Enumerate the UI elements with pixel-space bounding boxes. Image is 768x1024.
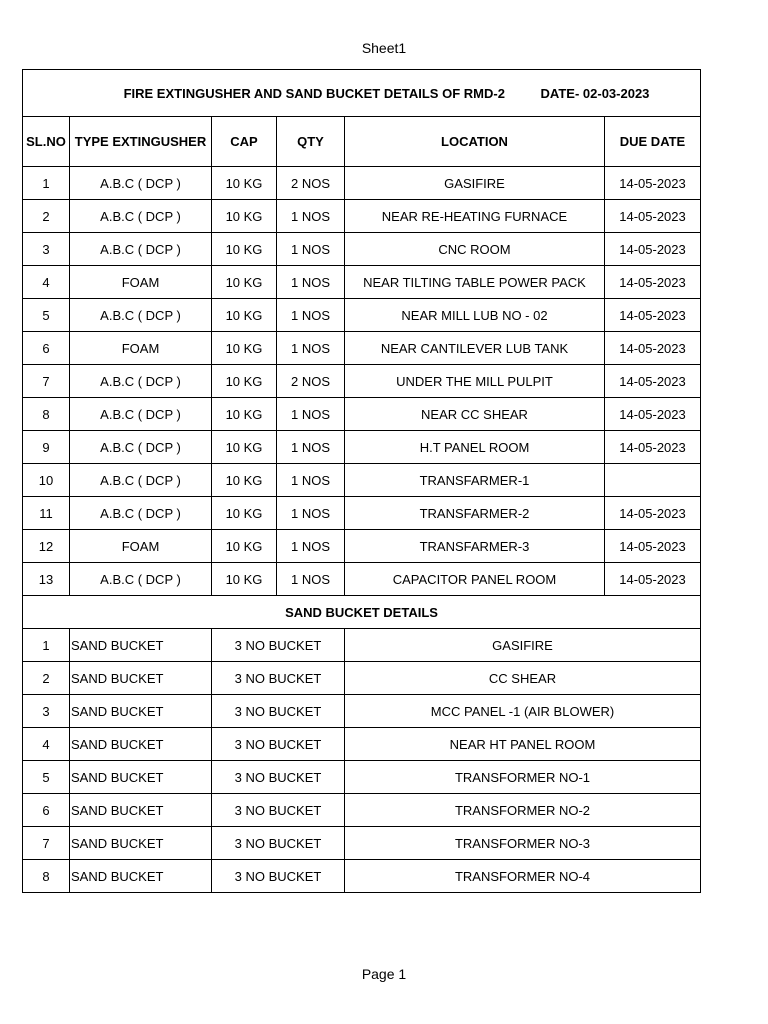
sand-bucket-row [23,860,701,893]
location-cell: CAPACITOR PANEL ROOM [345,563,605,596]
quantity-cell: 3 NO BUCKET [212,695,345,728]
quantity-cell: 3 NO BUCKET [212,629,345,662]
location-cell: TRANSFARMER-3 [345,530,605,563]
capacity-cell: 10 KG [212,530,277,563]
due-date-cell: 14-05-2023 [605,365,701,398]
quantity-cell: 3 NO BUCKET [212,761,345,794]
location-cell: TRANSFORMER NO-2 [345,794,701,827]
due-date-cell: 14-05-2023 [605,167,701,200]
sand-bucket-row [23,695,701,728]
location-cell: TRANSFORMER NO-1 [345,761,701,794]
title-row [23,70,701,117]
location-cell: TRANSFARMER-1 [345,464,605,497]
type-cell: A.B.C ( DCP ) [70,299,212,332]
sl-no-cell: 12 [23,530,70,563]
location-cell: NEAR TILTING TABLE POWER PACK [345,266,605,299]
type-cell: FOAM [70,266,212,299]
document-title: FIRE EXTINGUSHER AND SAND BUCKET DETAILS OF RMD-2 [123,85,505,101]
quantity-cell: 3 NO BUCKET [212,728,345,761]
header-qty: QTY [277,117,345,167]
due-date-cell: 14-05-2023 [605,200,701,233]
capacity-cell: 10 KG [212,431,277,464]
type-cell: SAND BUCKET [70,695,212,728]
due-date-cell: 14-05-2023 [605,299,701,332]
extinguisher-row [23,464,701,497]
extinguisher-row [23,200,701,233]
sl-no-cell: 7 [23,365,70,398]
extinguisher-row [23,431,701,464]
sand-bucket-row [23,728,701,761]
fire-extinguisher-table [22,69,701,893]
sl-no-cell: 3 [23,233,70,266]
header-sl-no: SL.NO [23,117,70,167]
type-cell: A.B.C ( DCP ) [70,431,212,464]
capacity-cell: 10 KG [212,266,277,299]
sl-no-cell: 4 [23,266,70,299]
type-cell: SAND BUCKET [70,827,212,860]
due-date-cell: 14-05-2023 [605,398,701,431]
quantity-cell: 1 NOS [277,497,345,530]
location-cell: UNDER THE MILL PULPIT [345,365,605,398]
sl-no-cell: 8 [23,398,70,431]
type-cell: SAND BUCKET [70,662,212,695]
sl-no-cell: 10 [23,464,70,497]
type-cell: A.B.C ( DCP ) [70,563,212,596]
extinguisher-row [23,563,701,596]
location-cell: GASIFIRE [345,167,605,200]
header-row [23,117,701,167]
location-cell: NEAR HT PANEL ROOM [345,728,701,761]
header-location: LOCATION [345,117,605,167]
location-cell: CC SHEAR [345,662,701,695]
due-date-cell [605,464,701,497]
quantity-cell: 2 NOS [277,167,345,200]
capacity-cell: 10 KG [212,299,277,332]
extinguisher-row [23,398,701,431]
sand-bucket-row [23,761,701,794]
sl-no-cell: 9 [23,431,70,464]
title-cell [23,70,701,117]
sand-bucket-row [23,794,701,827]
capacity-cell: 10 KG [212,167,277,200]
capacity-cell: 10 KG [212,365,277,398]
location-cell: NEAR CC SHEAR [345,398,605,431]
sl-no-cell: 2 [23,662,70,695]
quantity-cell: 3 NO BUCKET [212,827,345,860]
sand-bucket-row [23,662,701,695]
location-cell: GASIFIRE [345,629,701,662]
location-cell: NEAR MILL LUB NO - 02 [345,299,605,332]
location-cell: CNC ROOM [345,233,605,266]
sl-no-cell: 6 [23,332,70,365]
type-cell: A.B.C ( DCP ) [70,398,212,431]
due-date-cell: 14-05-2023 [605,431,701,464]
quantity-cell: 3 NO BUCKET [212,794,345,827]
sl-no-cell: 11 [23,497,70,530]
sand-bucket-row [23,827,701,860]
quantity-cell: 1 NOS [277,431,345,464]
location-cell: NEAR CANTILEVER LUB TANK [345,332,605,365]
sl-no-cell: 3 [23,695,70,728]
sl-no-cell: 1 [23,167,70,200]
type-cell: SAND BUCKET [70,629,212,662]
type-cell: A.B.C ( DCP ) [70,200,212,233]
location-cell: H.T PANEL ROOM [345,431,605,464]
sheet-name: Sheet1 [361,40,407,56]
due-date-cell: 14-05-2023 [605,332,701,365]
quantity-cell: 3 NO BUCKET [212,662,345,695]
capacity-cell: 10 KG [212,563,277,596]
quantity-cell: 1 NOS [277,530,345,563]
due-date-cell: 14-05-2023 [605,530,701,563]
header-type: TYPE EXTINGUSHER [70,117,212,167]
quantity-cell: 3 NO BUCKET [212,860,345,893]
location-cell: TRANSFARMER-2 [345,497,605,530]
due-date-cell: 14-05-2023 [605,233,701,266]
capacity-cell: 10 KG [212,497,277,530]
extinguisher-row [23,332,701,365]
type-cell: A.B.C ( DCP ) [70,365,212,398]
location-cell: TRANSFORMER NO-3 [345,827,701,860]
sl-no-cell: 7 [23,827,70,860]
quantity-cell: 1 NOS [277,200,345,233]
location-cell: NEAR RE-HEATING FURNACE [345,200,605,233]
sl-no-cell: 5 [23,761,70,794]
due-date-cell: 14-05-2023 [605,266,701,299]
due-date-cell: 14-05-2023 [605,497,701,530]
type-cell: A.B.C ( DCP ) [70,464,212,497]
sl-no-cell: 1 [23,629,70,662]
page-number: Page 1 [361,966,407,982]
type-cell: FOAM [70,332,212,365]
header-cap: CAP [212,117,277,167]
capacity-cell: 10 KG [212,398,277,431]
quantity-cell: 1 NOS [277,299,345,332]
type-cell: SAND BUCKET [70,761,212,794]
sand-bucket-section-title: SAND BUCKET DETAILS [23,596,701,629]
type-cell: A.B.C ( DCP ) [70,167,212,200]
location-cell: MCC PANEL -1 (AIR BLOWER) [345,695,701,728]
document-date: DATE- 02-03-2023 [540,85,650,101]
type-cell: SAND BUCKET [70,794,212,827]
extinguisher-row [23,233,701,266]
header-due-date: DUE DATE [605,117,701,167]
extinguisher-row [23,497,701,530]
capacity-cell: 10 KG [212,200,277,233]
sand-bucket-section-row [23,596,701,629]
sl-no-cell: 6 [23,794,70,827]
quantity-cell: 1 NOS [277,266,345,299]
sl-no-cell: 8 [23,860,70,893]
extinguisher-row [23,167,701,200]
type-cell: A.B.C ( DCP ) [70,233,212,266]
capacity-cell: 10 KG [212,464,277,497]
type-cell: FOAM [70,530,212,563]
quantity-cell: 2 NOS [277,365,345,398]
quantity-cell: 1 NOS [277,332,345,365]
quantity-cell: 1 NOS [277,464,345,497]
sl-no-cell: 5 [23,299,70,332]
capacity-cell: 10 KG [212,332,277,365]
type-cell: A.B.C ( DCP ) [70,497,212,530]
due-date-cell: 14-05-2023 [605,563,701,596]
sand-bucket-row [23,629,701,662]
quantity-cell: 1 NOS [277,233,345,266]
quantity-cell: 1 NOS [277,563,345,596]
extinguisher-row [23,299,701,332]
extinguisher-row [23,530,701,563]
sl-no-cell: 4 [23,728,70,761]
sl-no-cell: 2 [23,200,70,233]
capacity-cell: 10 KG [212,233,277,266]
location-cell: TRANSFORMER NO-4 [345,860,701,893]
type-cell: SAND BUCKET [70,860,212,893]
type-cell: SAND BUCKET [70,728,212,761]
quantity-cell: 1 NOS [277,398,345,431]
extinguisher-row [23,365,701,398]
extinguisher-row [23,266,701,299]
sl-no-cell: 13 [23,563,70,596]
